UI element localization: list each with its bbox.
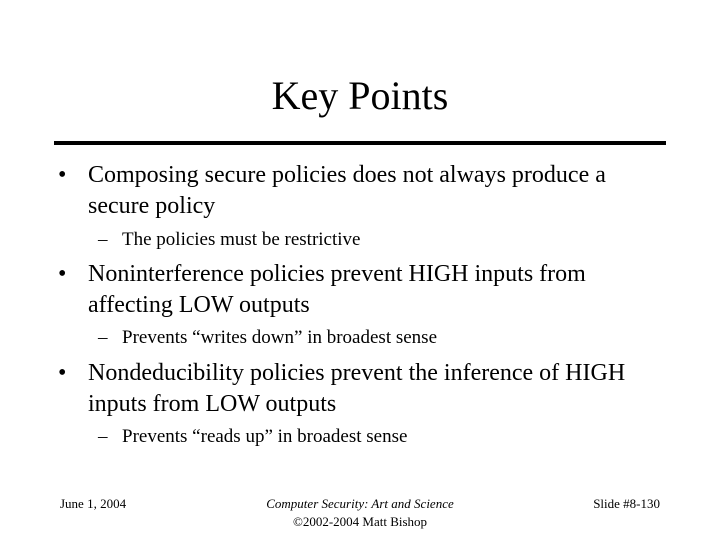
sub-bullet-text: Prevents “writes down” in broadest sense [122, 327, 438, 348]
bullet-item-2 [58, 259, 658, 321]
sub-bullet-item-3 [98, 425, 658, 449]
sub-bullet-item-1 [98, 228, 658, 252]
sub-bullet-text: Prevents “reads up” in broadest sense [122, 426, 408, 447]
footer-date: June 1, 2004 [60, 496, 127, 511]
footer-slide-number: Slide #8-130 [593, 496, 660, 511]
bullet-marker: • [58, 360, 67, 386]
footer-course-info [210, 495, 510, 531]
bullet-text: Composing secure policies does not always produce a secure policy [88, 162, 606, 219]
footer-course-title: Computer Security: Art and Science [266, 496, 454, 511]
footer-copyright: ©2002-2004 Matt Bishop [292, 514, 428, 529]
bullet-item-3 [58, 358, 658, 420]
bullet-marker: • [58, 261, 67, 287]
sub-bullet-item-2 [98, 326, 658, 350]
sub-bullet-marker: – [98, 229, 108, 250]
title-underline [54, 141, 666, 145]
sub-bullet-text: The policies must be restrictive [122, 229, 361, 250]
bullet-marker: • [58, 162, 67, 188]
bullet-text: Nondeducibility policies prevent the inference of HIGH inputs from LOW outputs [88, 360, 626, 417]
bullet-text: Noninterference policies prevent HIGH inputs from affecting LOW outputs [88, 261, 586, 318]
slide-title: Key Points [271, 73, 449, 118]
sub-bullet-marker: – [98, 327, 108, 348]
sub-bullet-marker: – [98, 426, 108, 447]
bullet-item-1 [58, 160, 658, 222]
